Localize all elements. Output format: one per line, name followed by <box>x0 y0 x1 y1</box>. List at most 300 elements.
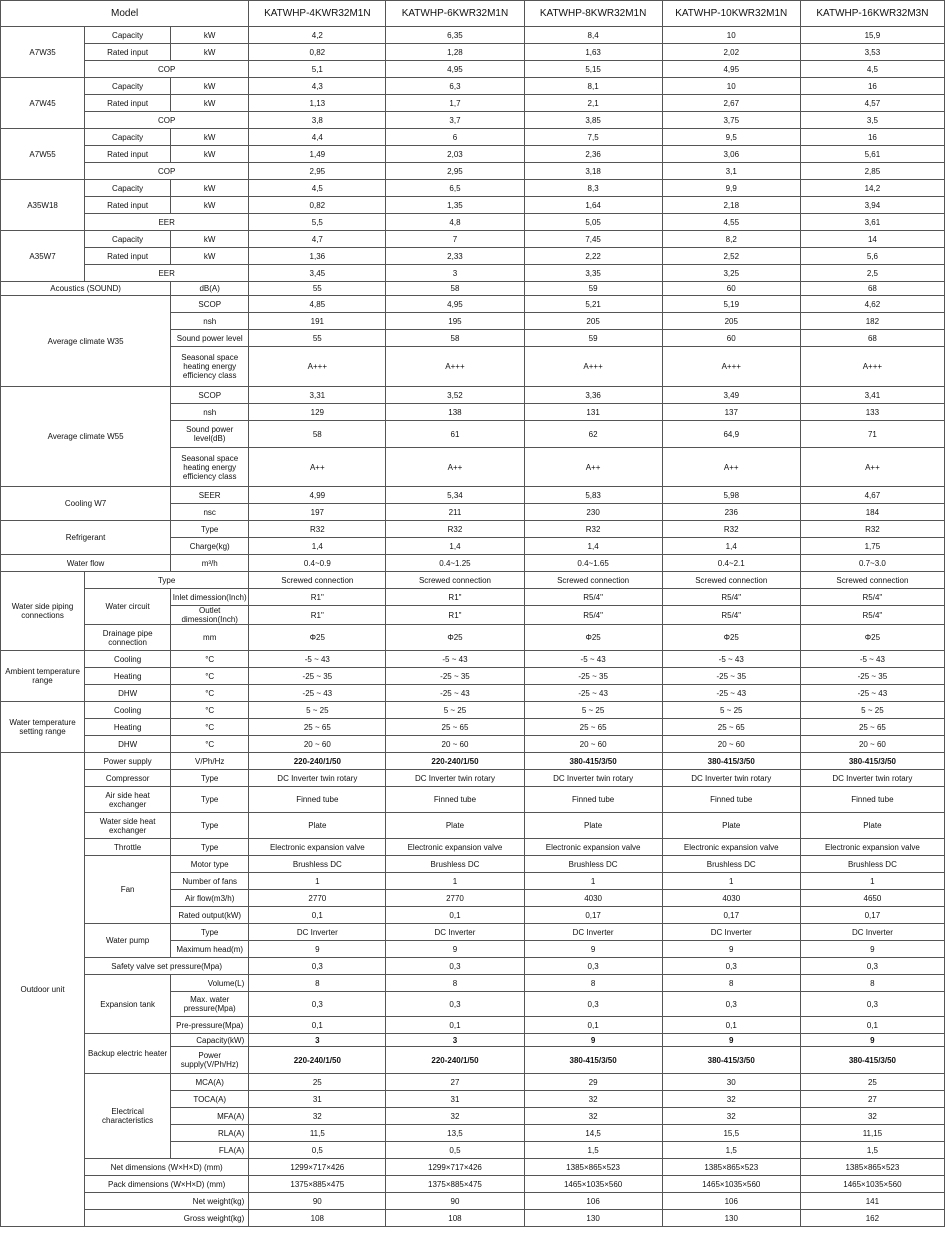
spec-cell: Type <box>171 839 249 856</box>
spec-row <box>1 231 945 248</box>
spec-cell: kW <box>171 95 249 112</box>
spec-cell: Water pump <box>85 924 171 958</box>
spec-cell: 141 <box>800 1193 944 1210</box>
spec-cell: 106 <box>662 1193 800 1210</box>
spec-cell: 1,5 <box>662 1142 800 1159</box>
spec-cell: 7,5 <box>524 129 662 146</box>
spec-cell: 0.4~2.1 <box>662 555 800 572</box>
spec-cell: Finned tube <box>524 787 662 813</box>
spec-cell: 1 <box>662 873 800 890</box>
spec-cell: Heating <box>85 668 171 685</box>
spec-cell: 230 <box>524 504 662 521</box>
spec-cell: Capacity <box>85 129 171 146</box>
spec-cell: 6,5 <box>386 180 524 197</box>
spec-cell: 4,3 <box>249 78 386 95</box>
spec-cell: 30 <box>662 1074 800 1091</box>
spec-cell: 0.7~3.0 <box>800 555 944 572</box>
spec-cell: kW <box>171 129 249 146</box>
spec-cell: DC Inverter <box>249 924 386 941</box>
spec-cell: A7W55 <box>1 129 85 180</box>
spec-cell: Heating <box>85 719 171 736</box>
spec-cell: 2770 <box>386 890 524 907</box>
spec-cell: 3,53 <box>800 44 944 61</box>
header-row <box>1 1 945 27</box>
spec-cell: Electronic expansion valve <box>249 839 386 856</box>
spec-cell: 4,57 <box>800 95 944 112</box>
spec-cell: 5 ~ 25 <box>662 702 800 719</box>
spec-cell: Plate <box>524 813 662 839</box>
spec-cell: 32 <box>662 1108 800 1125</box>
spec-cell: 9 <box>524 1034 662 1047</box>
spec-cell: 20 ~ 60 <box>249 736 386 753</box>
spec-cell: 205 <box>524 313 662 330</box>
spec-cell: 0,3 <box>800 992 944 1017</box>
spec-cell: 3,61 <box>800 214 944 231</box>
spec-cell: 62 <box>524 421 662 448</box>
spec-row <box>1 1210 945 1227</box>
spec-cell: DHW <box>85 685 171 702</box>
spec-cell: R1" <box>249 589 386 606</box>
spec-cell: 0,5 <box>386 1142 524 1159</box>
spec-cell: 1465×1035×560 <box>662 1176 800 1193</box>
spec-cell: 3,45 <box>249 265 386 282</box>
model-header-cell: KATWHP-6KWR32M1N <box>386 1 524 27</box>
spec-cell: A++ <box>662 448 800 487</box>
model-header-cell: KATWHP-8KWR32M1N <box>524 1 662 27</box>
spec-cell: Φ25 <box>386 625 524 651</box>
spec-cell: Capacity(kW) <box>171 1034 249 1047</box>
spec-row <box>1 214 945 231</box>
spec-cell: 9,9 <box>662 180 800 197</box>
spec-cell: 1375×885×475 <box>249 1176 386 1193</box>
spec-row <box>1 589 945 606</box>
spec-cell: 2,95 <box>249 163 386 180</box>
spec-cell: nsh <box>171 404 249 421</box>
spec-cell: 20 ~ 60 <box>524 736 662 753</box>
spec-cell: 4,67 <box>800 487 944 504</box>
spec-cell: 15,5 <box>662 1125 800 1142</box>
spec-cell: 8 <box>800 975 944 992</box>
spec-row <box>1 625 945 651</box>
spec-cell: 58 <box>386 282 524 296</box>
spec-cell: 9 <box>249 941 386 958</box>
spec-row <box>1 78 945 95</box>
spec-cell: 25 ~ 65 <box>249 719 386 736</box>
spec-cell: Expansion tank <box>85 975 171 1034</box>
spec-cell: 0,3 <box>386 992 524 1017</box>
spec-cell: 4,99 <box>249 487 386 504</box>
spec-row <box>1 487 945 504</box>
spec-cell: Seasonal space heating energy efficiency class <box>171 347 249 387</box>
spec-cell: Plate <box>800 813 944 839</box>
spec-cell: MFA(A) <box>171 1108 249 1125</box>
spec-cell: 1,36 <box>249 248 386 265</box>
spec-cell: 0,17 <box>662 907 800 924</box>
spec-cell: 2,02 <box>662 44 800 61</box>
spec-cell: 5,05 <box>524 214 662 231</box>
spec-row <box>1 197 945 214</box>
spec-cell: Φ25 <box>800 625 944 651</box>
spec-cell: Finned tube <box>249 787 386 813</box>
spec-row <box>1 555 945 572</box>
spec-cell: °C <box>171 651 249 668</box>
spec-cell: 71 <box>800 421 944 448</box>
spec-cell: DC Inverter <box>800 924 944 941</box>
spec-cell: 2770 <box>249 890 386 907</box>
spec-cell: Water side piping connections <box>1 572 85 651</box>
spec-cell: 3,7 <box>386 112 524 129</box>
spec-cell: 27 <box>800 1091 944 1108</box>
spec-cell: 220-240/1/50 <box>386 1047 524 1074</box>
spec-row <box>1 856 945 873</box>
spec-cell: 5,34 <box>386 487 524 504</box>
spec-cell: 2,1 <box>524 95 662 112</box>
spec-cell: 14,2 <box>800 180 944 197</box>
spec-cell: Type <box>171 770 249 787</box>
spec-cell: 0.4~1.65 <box>524 555 662 572</box>
spec-cell: 8,3 <box>524 180 662 197</box>
spec-cell: Net dimensions (W×H×D) (mm) <box>85 1159 249 1176</box>
spec-cell: 16 <box>800 78 944 95</box>
spec-cell: DC Inverter twin rotary <box>662 770 800 787</box>
spec-row <box>1 839 945 856</box>
spec-cell: COP <box>85 112 249 129</box>
spec-cell: Type <box>171 521 249 538</box>
spec-cell: RLA(A) <box>171 1125 249 1142</box>
spec-cell: 2,36 <box>524 146 662 163</box>
spec-cell: 7,45 <box>524 231 662 248</box>
spec-cell: 8 <box>386 975 524 992</box>
spec-cell: 32 <box>662 1091 800 1108</box>
spec-cell: 4,85 <box>249 296 386 313</box>
spec-cell: °C <box>171 719 249 736</box>
spec-cell: 3,1 <box>662 163 800 180</box>
spec-cell: 2,95 <box>386 163 524 180</box>
spec-cell: -5 ~ 43 <box>249 651 386 668</box>
spec-cell: -5 ~ 43 <box>386 651 524 668</box>
spec-row <box>1 1176 945 1193</box>
spec-cell: Acoustics (SOUND) <box>1 282 171 296</box>
spec-cell: R5/4" <box>800 589 944 606</box>
spec-cell: R32 <box>662 521 800 538</box>
spec-row <box>1 44 945 61</box>
spec-row <box>1 129 945 146</box>
spec-cell: 108 <box>249 1210 386 1227</box>
spec-cell: -25 ~ 43 <box>662 685 800 702</box>
spec-cell: 59 <box>524 282 662 296</box>
spec-cell: Φ25 <box>249 625 386 651</box>
spec-cell: 32 <box>249 1108 386 1125</box>
spec-cell: Compressor <box>85 770 171 787</box>
spec-cell: Finned tube <box>662 787 800 813</box>
spec-cell: Max. water pressure(Mpa) <box>171 992 249 1017</box>
spec-row <box>1 112 945 129</box>
spec-row <box>1 924 945 941</box>
spec-cell: 138 <box>386 404 524 421</box>
spec-cell: Drainage pipe connection <box>85 625 171 651</box>
spec-row <box>1 387 945 404</box>
spec-cell: 20 ~ 60 <box>386 736 524 753</box>
spec-cell: 3 <box>386 265 524 282</box>
spec-cell: 8,4 <box>524 27 662 44</box>
spec-row <box>1 770 945 787</box>
spec-cell: Electronic expansion valve <box>800 839 944 856</box>
spec-cell: Outdoor unit <box>1 753 85 1227</box>
spec-cell: R32 <box>524 521 662 538</box>
spec-row <box>1 668 945 685</box>
spec-cell: Sound power level <box>171 330 249 347</box>
spec-row <box>1 61 945 78</box>
spec-cell: 4,95 <box>386 61 524 78</box>
spec-cell: Power supply <box>85 753 171 770</box>
spec-cell: 5,15 <box>524 61 662 78</box>
spec-cell: dB(A) <box>171 282 249 296</box>
spec-row <box>1 282 945 296</box>
spec-cell: A7W45 <box>1 78 85 129</box>
spec-cell: Plate <box>662 813 800 839</box>
spec-cell: 2,33 <box>386 248 524 265</box>
spec-cell: -5 ~ 43 <box>800 651 944 668</box>
spec-cell: Rated input <box>85 44 171 61</box>
spec-cell: 4650 <box>800 890 944 907</box>
spec-cell: 3,35 <box>524 265 662 282</box>
spec-cell: 1,64 <box>524 197 662 214</box>
spec-cell: 1 <box>800 873 944 890</box>
spec-cell: 0,3 <box>249 992 386 1017</box>
spec-cell: 20 ~ 60 <box>800 736 944 753</box>
spec-cell: -25 ~ 35 <box>800 668 944 685</box>
spec-cell: 1 <box>386 873 524 890</box>
spec-cell: A+++ <box>386 347 524 387</box>
spec-cell: 4,2 <box>249 27 386 44</box>
spec-cell: 7 <box>386 231 524 248</box>
spec-cell: 182 <box>800 313 944 330</box>
spec-cell: Air flow(m3/h) <box>171 890 249 907</box>
spec-cell: kW <box>171 27 249 44</box>
spec-cell: 0,5 <box>249 1142 386 1159</box>
spec-cell: 1375×885×475 <box>386 1176 524 1193</box>
spec-cell: 25 ~ 65 <box>386 719 524 736</box>
spec-cell: 29 <box>524 1074 662 1091</box>
spec-cell: 380-415/3/50 <box>524 1047 662 1074</box>
spec-cell: °C <box>171 702 249 719</box>
spec-cell: -25 ~ 43 <box>524 685 662 702</box>
spec-cell: 0.4~0.9 <box>249 555 386 572</box>
spec-cell: 60 <box>662 330 800 347</box>
spec-row <box>1 753 945 770</box>
spec-cell: 3,94 <box>800 197 944 214</box>
spec-cell: 4,8 <box>386 214 524 231</box>
spec-cell: 162 <box>800 1210 944 1227</box>
spec-row <box>1 248 945 265</box>
spec-cell: 4030 <box>662 890 800 907</box>
spec-cell: 3,85 <box>524 112 662 129</box>
spec-row <box>1 95 945 112</box>
spec-cell: 3,41 <box>800 387 944 404</box>
spec-cell: 68 <box>800 282 944 296</box>
spec-cell: 16 <box>800 129 944 146</box>
spec-cell: Electronic expansion valve <box>386 839 524 856</box>
spec-cell: kW <box>171 146 249 163</box>
spec-cell: 2,18 <box>662 197 800 214</box>
spec-cell: 8,2 <box>662 231 800 248</box>
model-header-cell: KATWHP-4KWR32M1N <box>249 1 386 27</box>
spec-cell: 1,28 <box>386 44 524 61</box>
spec-row <box>1 958 945 975</box>
spec-cell: 15,9 <box>800 27 944 44</box>
spec-row <box>1 975 945 992</box>
spec-row <box>1 1034 945 1047</box>
spec-cell: 4,7 <box>249 231 386 248</box>
spec-row <box>1 163 945 180</box>
spec-cell: 14 <box>800 231 944 248</box>
spec-cell: R32 <box>800 521 944 538</box>
spec-cell: Screwed connection <box>524 572 662 589</box>
spec-cell: 4,5 <box>800 61 944 78</box>
spec-cell: Rated input <box>85 95 171 112</box>
spec-cell: 5 ~ 25 <box>800 702 944 719</box>
spec-cell: kW <box>171 197 249 214</box>
spec-cell: 6 <box>386 129 524 146</box>
spec-cell: 184 <box>800 504 944 521</box>
spec-cell: A7W35 <box>1 27 85 78</box>
spec-cell: Finned tube <box>800 787 944 813</box>
spec-cell: 0,17 <box>800 907 944 924</box>
spec-cell: 1,13 <box>249 95 386 112</box>
spec-cell: R1" <box>386 589 524 606</box>
spec-cell: 131 <box>524 404 662 421</box>
spec-cell: 2,03 <box>386 146 524 163</box>
spec-cell: 55 <box>249 282 386 296</box>
spec-cell: Type <box>171 924 249 941</box>
spec-cell: 6,3 <box>386 78 524 95</box>
spec-cell: 25 <box>800 1074 944 1091</box>
spec-cell: A35W18 <box>1 180 85 231</box>
spec-cell: -25 ~ 35 <box>662 668 800 685</box>
spec-cell: Pre-pressure(Mpa) <box>171 1017 249 1034</box>
spec-cell: Ambient temperature range <box>1 651 85 702</box>
spec-cell: DHW <box>85 736 171 753</box>
spec-cell: 4,95 <box>386 296 524 313</box>
spec-cell: -5 ~ 43 <box>662 651 800 668</box>
spec-cell: 59 <box>524 330 662 347</box>
spec-cell: 380-415/3/50 <box>800 753 944 770</box>
spec-cell: nsc <box>171 504 249 521</box>
spec-cell: Net weight(kg) <box>85 1193 249 1210</box>
spec-cell: SCOP <box>171 387 249 404</box>
spec-cell: 1 <box>524 873 662 890</box>
spec-cell: SEER <box>171 487 249 504</box>
spec-cell: 5,21 <box>524 296 662 313</box>
spec-cell: EER <box>85 265 249 282</box>
spec-cell: Screwed connection <box>662 572 800 589</box>
spec-cell: 61 <box>386 421 524 448</box>
spec-cell: 0.4~1.25 <box>386 555 524 572</box>
spec-cell: 9 <box>524 941 662 958</box>
spec-cell: 2,22 <box>524 248 662 265</box>
spec-cell: A+++ <box>662 347 800 387</box>
spec-row <box>1 27 945 44</box>
spec-cell: 3 <box>386 1034 524 1047</box>
spec-cell: Outlet dimession(Inch) <box>171 606 249 625</box>
spec-cell: Φ25 <box>662 625 800 651</box>
spec-cell: 3,5 <box>800 112 944 129</box>
spec-cell: Brushless DC <box>386 856 524 873</box>
spec-cell: 1,5 <box>524 1142 662 1159</box>
spec-cell: 31 <box>386 1091 524 1108</box>
spec-cell: 0,3 <box>524 958 662 975</box>
spec-cell: Refrigerant <box>1 521 171 555</box>
spec-cell: Pack dimensions (W×H×D) (mm) <box>85 1176 249 1193</box>
spec-cell: COP <box>85 61 249 78</box>
spec-cell: 14,5 <box>524 1125 662 1142</box>
spec-cell: R5/4" <box>524 589 662 606</box>
spec-table-body <box>1 1 945 1227</box>
spec-cell: 0,17 <box>524 907 662 924</box>
spec-cell: Air side heat exchanger <box>85 787 171 813</box>
spec-cell: 220-240/1/50 <box>386 753 524 770</box>
spec-row <box>1 702 945 719</box>
spec-cell: Type <box>85 572 249 589</box>
spec-cell: 211 <box>386 504 524 521</box>
spec-cell: 220-240/1/50 <box>249 1047 386 1074</box>
spec-cell: A35W7 <box>1 231 85 282</box>
spec-cell: Water side heat exchanger <box>85 813 171 839</box>
spec-cell: Backup electric heater <box>85 1034 171 1074</box>
spec-cell: 0,3 <box>386 958 524 975</box>
spec-cell: 4,4 <box>249 129 386 146</box>
spec-cell: 8 <box>249 975 386 992</box>
spec-cell: Screwed connection <box>386 572 524 589</box>
spec-cell: 1299×717×426 <box>249 1159 386 1176</box>
spec-cell: 13,5 <box>386 1125 524 1142</box>
spec-row <box>1 296 945 313</box>
spec-cell: DC Inverter <box>662 924 800 941</box>
spec-cell: R5/4" <box>524 606 662 625</box>
spec-cell: 0,1 <box>249 907 386 924</box>
spec-cell: DC Inverter <box>386 924 524 941</box>
spec-cell: Safety valve set pressure(Mpa) <box>85 958 249 975</box>
spec-cell: A+++ <box>249 347 386 387</box>
spec-cell: Screwed connection <box>800 572 944 589</box>
spec-cell: 108 <box>386 1210 524 1227</box>
spec-cell: 2,52 <box>662 248 800 265</box>
spec-row <box>1 651 945 668</box>
spec-cell: 220-240/1/50 <box>249 753 386 770</box>
model-header-cell: KATWHP-10KWR32M1N <box>662 1 800 27</box>
spec-cell: 3,52 <box>386 387 524 404</box>
spec-cell: 1,4 <box>662 538 800 555</box>
spec-cell: A++ <box>524 448 662 487</box>
spec-cell: R5/4" <box>662 589 800 606</box>
spec-cell: Number of fans <box>171 873 249 890</box>
spec-cell: -25 ~ 35 <box>249 668 386 685</box>
spec-cell: A++ <box>800 448 944 487</box>
spec-cell: R1" <box>386 606 524 625</box>
spec-cell: Capacity <box>85 78 171 95</box>
spec-cell: Rated input <box>85 197 171 214</box>
spec-cell: 5,98 <box>662 487 800 504</box>
spec-cell: 0,82 <box>249 44 386 61</box>
spec-cell: 129 <box>249 404 386 421</box>
spec-cell: Cooling <box>85 702 171 719</box>
spec-cell: Brushless DC <box>524 856 662 873</box>
spec-cell: 197 <box>249 504 386 521</box>
spec-cell: 20 ~ 60 <box>662 736 800 753</box>
spec-cell: 0,3 <box>662 992 800 1017</box>
spec-cell: 5,1 <box>249 61 386 78</box>
spec-cell: 1,5 <box>800 1142 944 1159</box>
